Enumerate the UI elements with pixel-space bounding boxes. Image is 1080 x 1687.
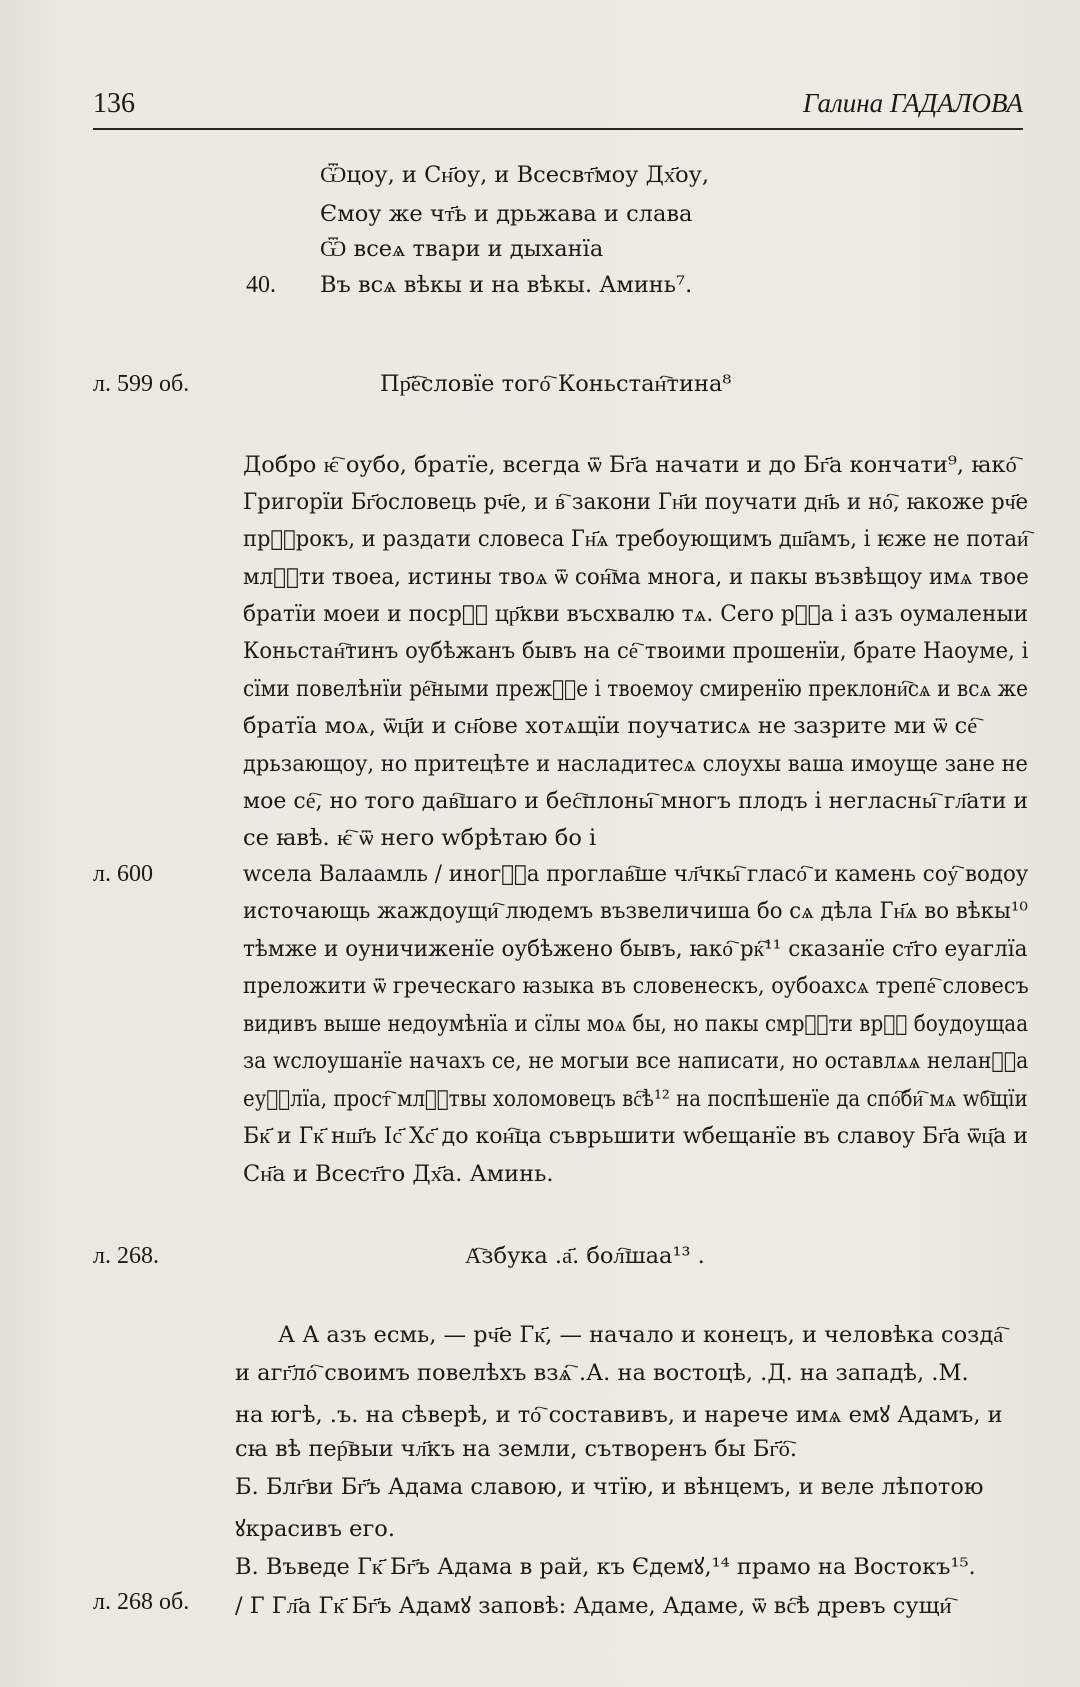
verse-line: Въ всѧ вѣкы и на вѣкы. Аминь⁷. — [320, 272, 693, 298]
text-line: братїа моѧ, ѿц҃и и сн҃ове хотѧщїи поучатисѧ не зазрите ми ѿ се҇ — [243, 713, 978, 739]
text-line: и агг҃ло҇ своимъ повелѣхъ взѧ҇ .А. на востоцѣ, .Д. на западѣ, .М. — [235, 1360, 969, 1386]
folio-marker: л. 600 — [93, 861, 153, 887]
text-line: видивъ выше недоумѣнїа и сїлы моѧ бы, но пакы смрⷮ҇ти врⷶ҇ боудоущаа — [243, 1011, 1029, 1037]
text-line: на югѣ, .ъ. на сѣверѣ, и то҇ составивъ, и нарече имѧ емꙋ Адамъ, и — [235, 1402, 1003, 1428]
section-title: Пр҃е҇словїе того҇ Коньстан҇тина⁸ — [380, 371, 732, 397]
text-line: Коньстан҇тинъ оубѣжанъ бывъ на се҇ твоими прошенїи, брате Наоуме, і — [243, 638, 1029, 664]
folio-marker: л. 599 об. — [93, 371, 190, 397]
text-line: преложити ѿ греческаго ꙗзыка въ словенескъ, оубоахсѧ трепе҇ словесъ — [243, 973, 1029, 999]
text-line: Добро ѥ҇ оубо, братїе, всегда ѿ Бг҃а начати и до Бг҃а кончати⁹, ꙗко҇ — [243, 452, 1017, 478]
text-line: источающь жаждоущи҇ людемъ възвеличиша бо сѧ дѣла Гн҃ѧ во вѣкы¹⁰ — [243, 898, 1028, 924]
page-number: 136 — [93, 88, 135, 119]
folio-marker: л. 268 об. — [93, 1589, 190, 1615]
text-line: Бк҃ и Гк҃ нш҃ъ Іс҃ Хс҃ до кон҇ца съврьшити wбещанїе въ славоу Бг҃а ѿц҃а и — [243, 1123, 1029, 1149]
text-line: млⷭ҇ти твоеа, истины твоѧ ѿ сон҇ма многа, и пакы възвѣщоу имѧ твое — [243, 564, 1029, 590]
text-line: се ꙗвѣ. ѥ҇ ѿ него wбрѣтаю бо і — [243, 825, 597, 851]
text-line: Сн҃а и Всест҃го Дх҃а. Аминь. — [243, 1161, 554, 1187]
line-number: 40. — [246, 272, 276, 298]
section-title: А҇збука .а҃. бол҇шаа¹³ . — [465, 1243, 705, 1269]
text-line: А А азъ есмь, — рч҃е Гк҃, — начало и конецъ, и человѣка созда҇ — [278, 1322, 1004, 1348]
text-line: тѣмже и оуничиженїе оубѣжено бывъ, ꙗко҇ рк҇¹¹ сказанїе ст҃го еуаглїа — [243, 936, 1028, 962]
text-line: В. Въведе Гк҃ Бг҃ъ Адама в рай, къ Єдемꙋ,¹⁴ прамо на Востокъ¹⁵. — [235, 1554, 976, 1580]
header-rule — [93, 128, 1023, 130]
verse-line: Ѿ всеѧ твари и дыханїа — [320, 236, 604, 262]
text-line: Б. Блг҃ви Бг҃ъ Адама славою, и чтїю, и вѣнцемъ, и веле лѣпотою — [235, 1474, 984, 1500]
folio-marker: л. 268. — [93, 1243, 159, 1269]
verse-line: Ѿцоу, и Сн҃оу, и Всесвт҃моу Дх҃оу, — [320, 162, 710, 188]
text-line: сꙗ вѣ пер҇выи чл҃къ на земли, сътворенъ бы Бг҃о҇. — [235, 1436, 798, 1462]
text-line: за wслоушанїе начахъ се, не могыи все написати, но оставлѧѧ неланⷣ҇а — [243, 1048, 1029, 1074]
text-line: мое се҇, но того дав҇шаго и бес҇плоны҇ многъ плодъ і неглаcны҇ гл҃ати и — [243, 788, 1029, 814]
text-line: ꙋкрасивъ его. — [235, 1516, 395, 1542]
text-line: еуⷢ҇лїа, прост҇ млⷭ҇твы холомовецъ вс҇ѣ¹² на поспѣшенїе да спо҇би҇ мѧ wб҇щїи — [243, 1086, 1028, 1112]
text-line: / Г Гл҃а Гк҃ Бг҃ъ Адамꙋ заповѣ: Адаме, Адаме, ѿ вс҇ѣ древъ сущи҇ — [235, 1593, 952, 1619]
text-line: wсела Валаамль / иногⷣ҇а проглав҇ше чл҃чкы҇ гласо҇ и камень соу҇ водоу — [243, 861, 1029, 887]
running-header — [93, 88, 1023, 132]
text-line: Григорїи Бг҃ословець рч҃е, и в҇ закони Гн҃и поучати дн҃ь и но҇, ꙗкоже рч҃е — [243, 489, 1029, 515]
text-line: прⷪ҇рокъ, и раздати словеса Гн҃ѧ требоующимъ дш҃амъ, і ѥже не потаи҇ — [243, 526, 1029, 552]
running-author: Галина ГАДАЛОВА — [802, 88, 1023, 118]
text-line: сїми повелѣнїи ре҇ными прежⷣ҇е і твоемоу смиренїю преклони҇сѧ и всѧ же — [243, 676, 1029, 702]
text-line: братїи моеи и посрⷣ҇ цр҃кви въсхвалю тѧ. Сего рⷣ҇а і азъ оумаленыи — [243, 601, 1029, 627]
verse-line: Ємоу же чт҃ь и дрьжава и слава — [320, 201, 693, 227]
text-line: дрьзающоу, но притецѣте и насладитесѧ слоухы ваша имоуще зане не — [243, 751, 1028, 777]
